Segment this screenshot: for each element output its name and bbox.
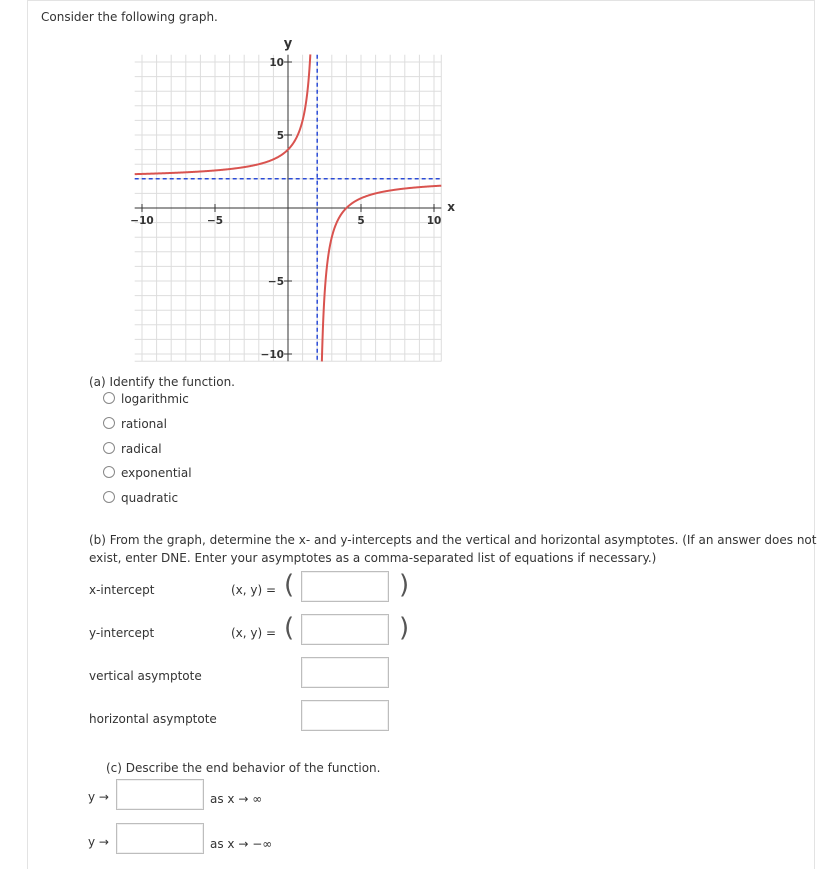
x-tick-label: 10: [426, 215, 442, 227]
y-axis-label: y: [283, 36, 293, 52]
end-behavior-neg-input[interactable]: [116, 823, 204, 854]
radio-logarithmic[interactable]: [103, 392, 115, 404]
part-b-question-line2: exist, enter DNE. Enter your asymptotes as a comma-separated list of equations if necessary.): [89, 551, 657, 565]
y-intercept-label: y-intercept: [89, 626, 155, 640]
radio-quadratic[interactable]: [103, 491, 115, 503]
y-intercept-close-paren: ): [399, 613, 410, 643]
y-intercept-open-paren: (: [284, 613, 295, 643]
x-tick-label: −5: [206, 215, 224, 227]
graph-labels: [130, 37, 455, 361]
x-tick-label: 5: [357, 215, 365, 227]
end-behavior-pos-label: as x → ∞: [210, 792, 263, 806]
intro-text: Consider the following graph.: [41, 10, 218, 24]
curve-right-branch: [322, 186, 441, 362]
radio-rational[interactable]: [103, 417, 115, 429]
option-radical-label: radical: [121, 442, 162, 456]
end-behavior-pos-input[interactable]: [116, 779, 204, 810]
x-intercept-close-paren: ): [399, 570, 410, 600]
end-behavior-neg-label: as x → −∞: [210, 837, 273, 851]
vertical-asymptote-input[interactable]: [301, 657, 389, 688]
y-tick-label: −10: [260, 349, 284, 361]
function-graph: [0, 0, 828, 380]
y-intercept-xy-label: (x, y) =: [231, 626, 277, 640]
y-tick-label: −5: [267, 276, 284, 288]
option-logarithmic-label: logarithmic: [121, 392, 189, 406]
part-a-question: (a) Identify the function.: [89, 375, 235, 389]
option-rational-label: rational: [121, 417, 167, 431]
x-intercept-input[interactable]: [301, 571, 389, 602]
x-axis-label: x: [447, 200, 456, 214]
end-behavior-pos-y-label: y →: [88, 790, 109, 804]
x-tick-label: −10: [130, 215, 154, 227]
radio-radical[interactable]: [103, 442, 115, 454]
y-tick-label: 5: [276, 130, 284, 142]
end-behavior-neg-y-label: y →: [88, 835, 109, 849]
x-intercept-label: x-intercept: [89, 583, 155, 597]
part-b-question: (b) From the graph, determine the x- and y-intercepts and the vertical and horizontal asymptotes. (If an answer does not: [89, 533, 817, 547]
radio-exponential[interactable]: [103, 466, 115, 478]
graph-axes: [135, 55, 442, 362]
curve-left-branch: [135, 54, 311, 174]
x-intercept-xy-label: (x, y) =: [231, 583, 277, 597]
vertical-asymptote-label: vertical asymptote: [89, 669, 202, 683]
option-quadratic-label: quadratic: [121, 491, 179, 505]
option-exponential-label: exponential: [121, 466, 192, 480]
part-c-question: (c) Describe the end behavior of the function.: [106, 761, 381, 775]
y-intercept-input[interactable]: [301, 614, 389, 645]
horizontal-asymptote-input[interactable]: [301, 700, 389, 731]
x-intercept-open-paren: (: [284, 570, 295, 600]
horizontal-asymptote-label: horizontal asymptote: [89, 712, 217, 726]
y-tick-label: 10: [269, 57, 284, 69]
